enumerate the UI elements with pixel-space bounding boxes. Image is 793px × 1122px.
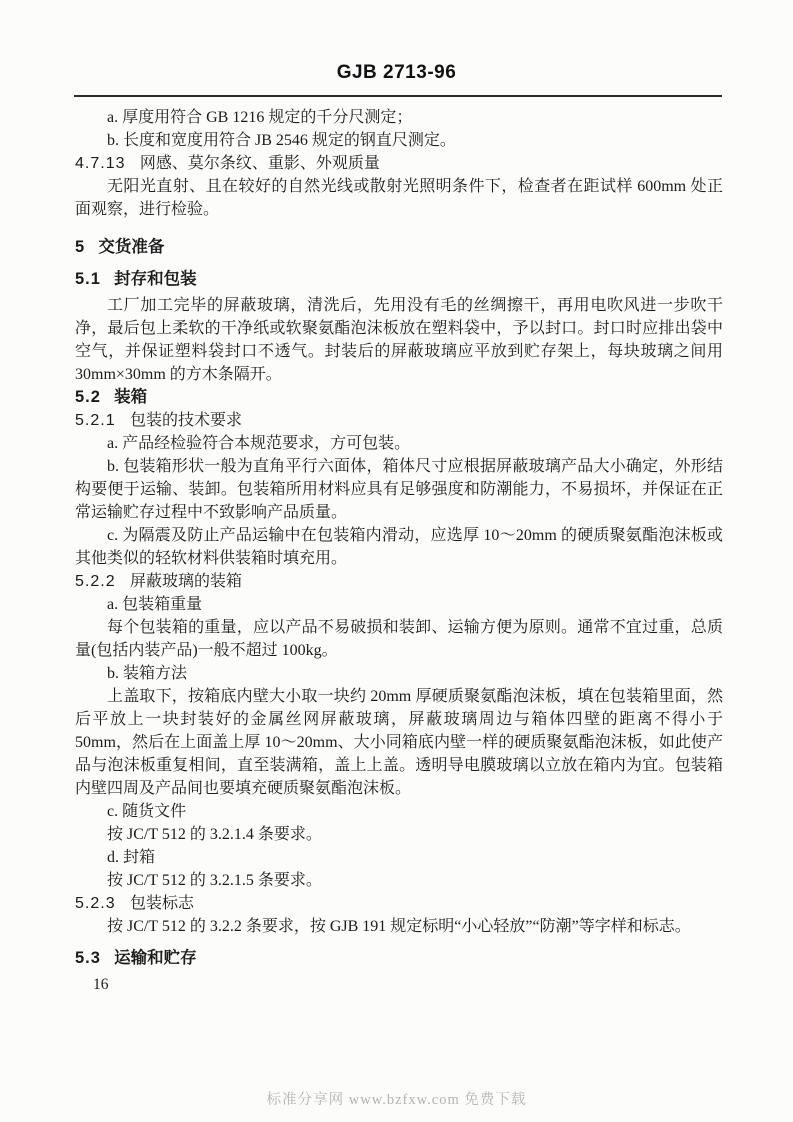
list-item-thickness: a. 厚度用符合 GB 1216 规定的千分尺测定；: [107, 109, 413, 126]
paragraph-package-marking: 按 JC/T 512 的 3.2.2 条要求，按 GJB 191 规定标明“小心轻放”“防潮”等字样和标志。: [107, 918, 691, 935]
list-item-inspected: a. 产品经检验符合本规范要求，方可包装。: [107, 435, 411, 452]
clause-number: 5.2.3: [75, 895, 116, 912]
list-item-box-method: b. 装箱方法: [107, 665, 188, 682]
header-rule: [74, 95, 722, 97]
section-title: 装箱: [114, 388, 148, 406]
section-title: 交货准备: [98, 238, 165, 256]
clause-title: 网感、莫尔条纹、重影、外观质量: [139, 155, 380, 172]
watermark-text: 标准分享网 www.bzfxw.com 免费下载: [266, 1092, 527, 1108]
clause-heading-5-2-2: [75, 570, 723, 593]
paragraph-docs-requirement: 按 JC/T 512 的 3.2.1.4 条要求。: [107, 826, 322, 843]
section-number: 5: [75, 238, 86, 256]
clause-number: 5.2.1: [75, 412, 116, 429]
section-heading-5-1: [75, 268, 723, 291]
clause-heading-5-2-3: [75, 892, 723, 915]
list-item-length: b. 长度和宽度用符合 JB 2546 规定的钢直尺测定。: [107, 132, 456, 149]
section-title: 封存和包装: [114, 270, 197, 288]
section-heading-5: [75, 236, 723, 259]
paragraph-sealbox-requirement: 按 JC/T 512 的 3.2.1.5 条要求。: [107, 872, 322, 889]
list-item-seal-box: d. 封箱: [107, 849, 156, 866]
clause-number: 5.2.2: [75, 573, 116, 590]
clause-title: 屏蔽玻璃的装箱: [129, 573, 242, 590]
clause-title: 包装的技术要求: [129, 412, 242, 429]
paragraph-sealing-packing: 工厂加工完毕的屏蔽玻璃，清洗后，先用没有毛的丝绸擦干，再用电吹风进一步吹干净，最后包上柔软的干净纸或软聚氨酯泡沫板放在塑料袋中，予以封口。封口时应排出袋中空气，并保证塑料袋封口不透气。封装后的屏蔽玻璃应平放到贮存架上，每块玻璃之间用 30mm×30mm 的方木条隔开。: [75, 297, 723, 383]
paragraph-inspection: 无阳光直射、且在较好的自然光线或散射光照明条件下，检查者在距试样 600mm 处正面观察，进行检验。: [75, 178, 723, 218]
clause-number: 4.7.13: [75, 155, 126, 172]
paragraph-weight-limit: 每个包装箱的重量，应以产品不易破损和装卸、运输方便为原则。通常不宜过重，总质量(包括内装产品)一般不超过 100kg。: [75, 619, 723, 659]
section-heading-5-3: [75, 947, 723, 970]
paragraph-box-shape: b. 包装箱形状一般为直角平行六面体，箱体尺寸应根据屏蔽玻璃产品大小确定，外形结构要便于运输、装卸。包装箱所用材料应具有足够强度和防潮能力，不易损坏，并保证在正常运输贮存过程中不致影响产品质量。: [75, 458, 723, 521]
section-number: 5.2: [75, 388, 101, 406]
clause-heading-5-2-1: [75, 409, 723, 432]
clause-heading-4-7-13: [75, 152, 723, 175]
page-number: 16: [93, 976, 109, 993]
clause-title: 包装标志: [129, 895, 194, 912]
document-body: [75, 106, 723, 996]
standard-code: GJB 2713-96: [336, 62, 457, 83]
section-number: 5.3: [75, 949, 101, 967]
list-item-box-weight: a. 包装箱重量: [107, 596, 203, 613]
paragraph-foam-padding: c. 为隔震及防止产品运输中在包装箱内滑动，应选厚 10～20mm 的硬质聚氨酯泡沫板或其他类似的轻软材料供装箱时填充用。: [75, 527, 723, 567]
list-item-accompanying-docs: c. 随货文件: [107, 803, 187, 820]
section-number: 5.1: [75, 270, 101, 288]
section-title: 运输和贮存: [114, 949, 197, 967]
paragraph-packing-method: 上盖取下，按箱底内壁大小取一块约 20mm 厚硬质聚氨酯泡沫板，填在包装箱里面，然后平放上一块封装好的金属丝网屏蔽玻璃，屏蔽玻璃周边与箱体四壁的距离不得小于 50mm，然后在上面盖上厚 10～20mm、大小同箱底内壁一样的硬质聚氨酯泡沫板，如此使产品与泡沫板重复相间，直至装满箱，盖上上盖。透明导电膜玻璃以立放在箱内为宜。包装箱内壁四周及产品间也要填充硬质聚氨酯泡沫板。: [75, 688, 723, 797]
section-heading-5-2: [75, 386, 723, 409]
